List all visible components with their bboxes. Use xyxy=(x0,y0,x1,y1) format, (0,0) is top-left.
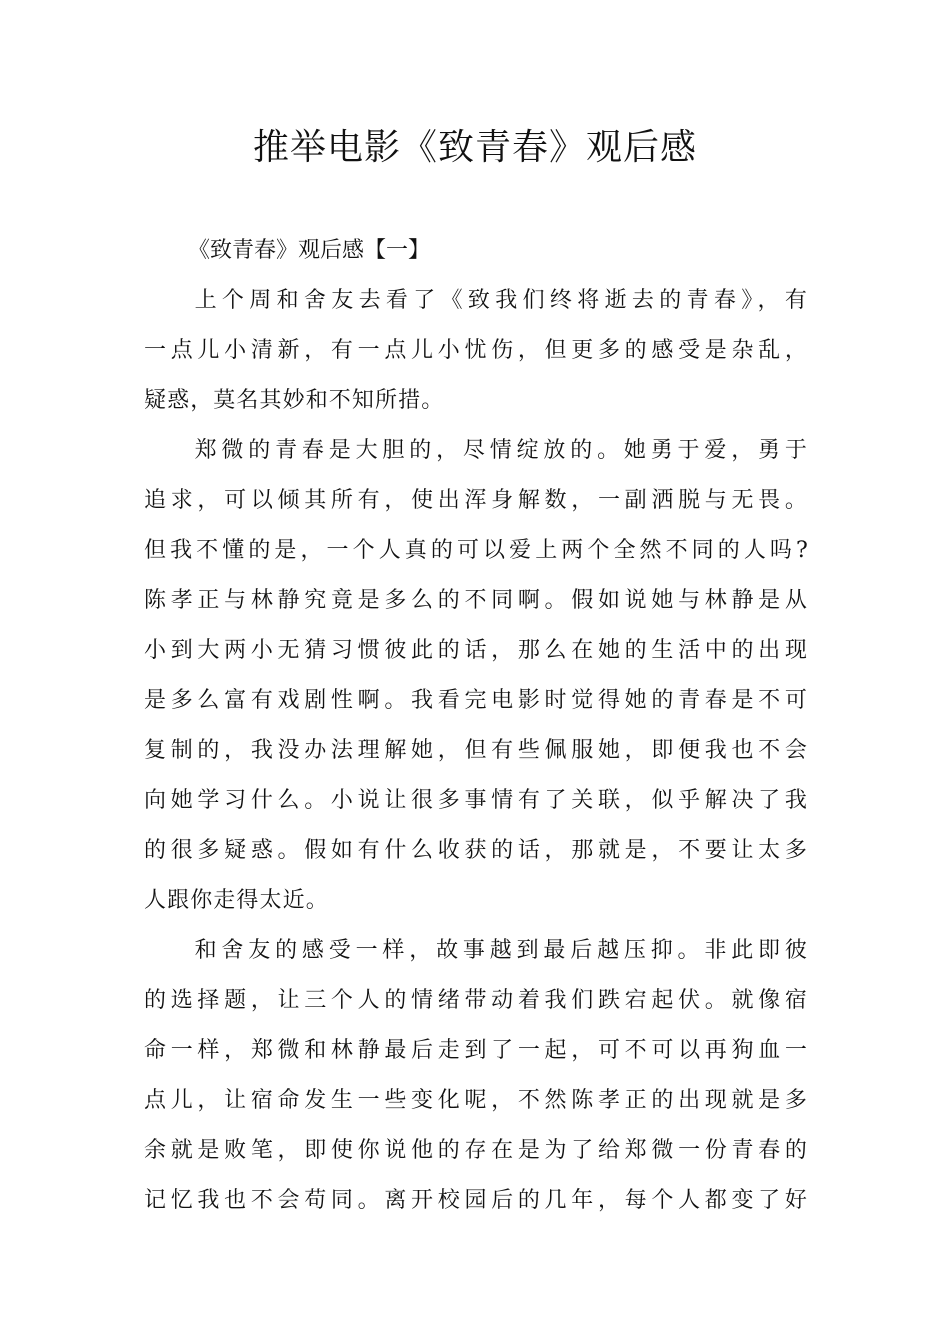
text-line: 命一样，郑微和林静最后走到了一起，可不可以再狗血一 xyxy=(144,1038,808,1063)
paragraph-2 xyxy=(144,426,808,926)
text-line: 但我不懂的是，一个人真的可以爱上两个全然不同的人吗? xyxy=(144,538,808,563)
text-line: 的很多疑惑。假如有什么收获的话，那就是，不要让太多 xyxy=(144,838,808,863)
text-line: 一点儿小清新，有一点儿小忧伤，但更多的感受是杂乱， xyxy=(144,338,808,363)
document-title: 推举电影《致青春》观后感 xyxy=(252,127,697,168)
text-line: 郑微的青春是大胆的，尽情绽放的。她勇于爱，勇于 xyxy=(194,438,808,463)
text-line: 的选择题，让三个人的情绪带动着我们跌宕起伏。就像宿 xyxy=(144,988,808,1013)
text-line: 和舍友的感受一样，故事越到最后越压抑。非此即彼 xyxy=(194,938,808,963)
text-line: 追求，可以倾其所有，使出浑身解数，一副洒脱与无畏。 xyxy=(144,488,808,513)
text-line: 陈孝正与林静究竟是多么的不同啊。假如说她与林静是从 xyxy=(144,588,808,613)
text-line: 复制的，我没办法理解她，但有些佩服她，即便我也不会 xyxy=(144,738,808,763)
text-line: 上个周和舍友去看了《致我们终将逝去的青春》，有 xyxy=(194,288,808,313)
document-body xyxy=(144,226,808,1226)
paragraph-1 xyxy=(144,276,808,426)
text-line: 向她学习什么。小说让很多事情有了关联，似乎解决了我 xyxy=(144,788,808,813)
text-line: 疑惑，莫名其妙和不知所措。 xyxy=(144,388,445,413)
section-heading: 《致青春》观后感【一】 xyxy=(188,238,431,263)
text-line: 是多么富有戏剧性啊。我看完电影时觉得她的青春是不可 xyxy=(144,688,808,713)
paragraph-3 xyxy=(144,926,808,1226)
text-line: 小到大两小无猜习惯彼此的话，那么在她的生活中的出现 xyxy=(144,638,808,663)
text-line: 余就是败笔，即使你说他的存在是为了给郑微一份青春的 xyxy=(144,1138,808,1163)
text-line: 点儿，让宿命发生一些变化呢，不然陈孝正的出现就是多 xyxy=(144,1088,808,1113)
text-line: 记忆我也不会苟同。离开校园后的几年，每个人都变了好 xyxy=(144,1188,808,1213)
text-line: 人跟你走得太近。 xyxy=(144,888,329,913)
